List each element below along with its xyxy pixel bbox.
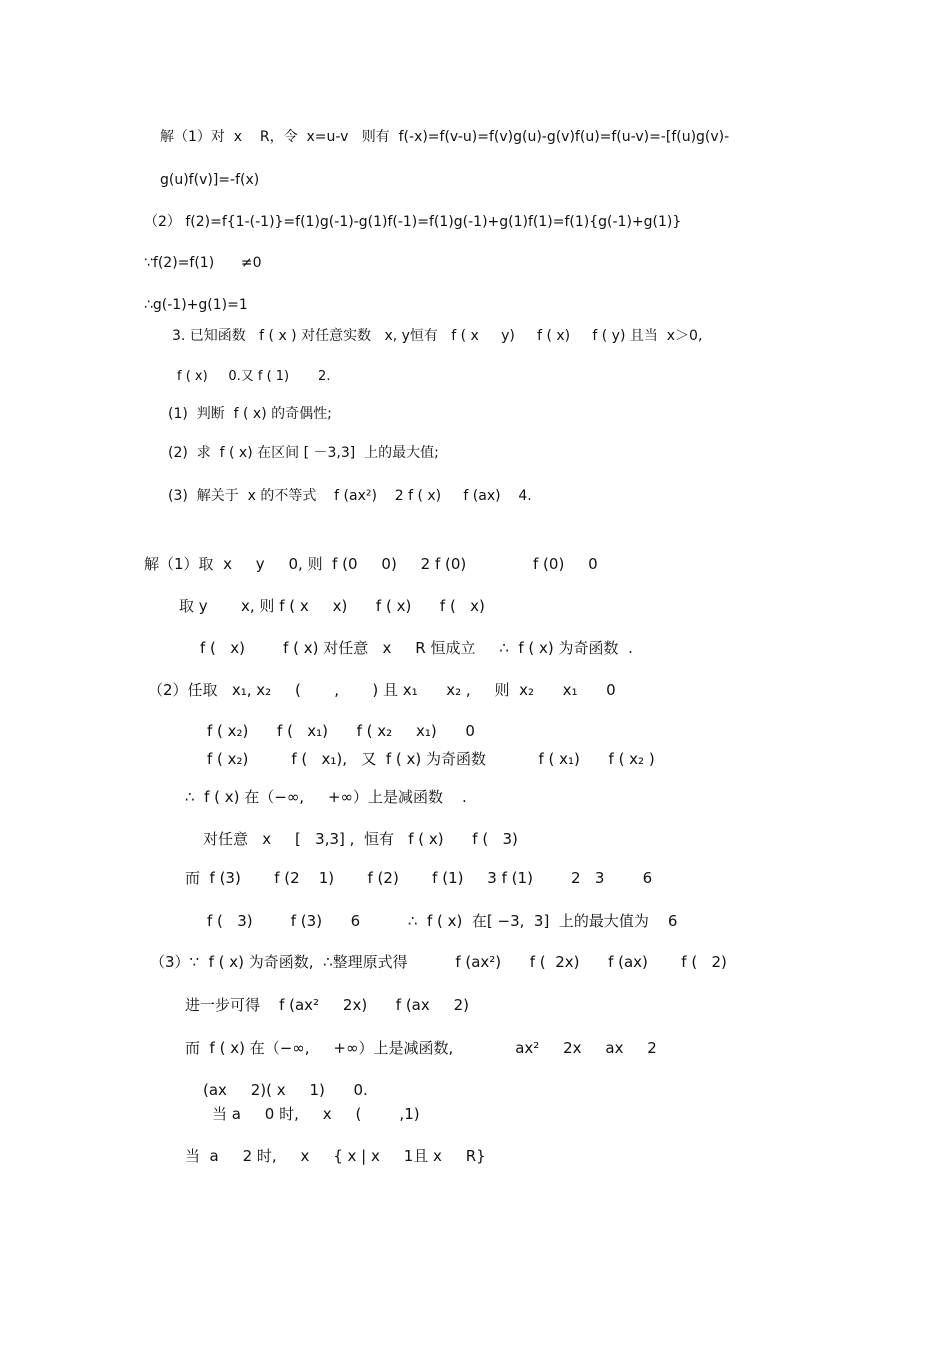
answer-2-line-4: ∴ f ( x) 在（−∞, +∞）上是减函数 . [185,788,467,806]
problem-3-part-2: (2) 求 f ( x) 在区间 [ －3,3] 上的最大值; [168,445,439,461]
problem-3-part-3: (3) 解关于 x 的不等式 f (ax²) 2 f ( x) f (ax) 4. [168,488,532,504]
answer-1-line-2: 取 y x, 则 f ( x x) f ( x) f ( x) [179,597,485,615]
answer-2-line-2: f ( x₂) f ( x₁) f ( x₂ x₁) 0 [207,722,475,740]
answer-3-line-5: 当 a 0 时, x ( ,1) [212,1105,420,1123]
problem-3-condition: f ( x) 0.又 f ( 1) 2. [177,369,331,384]
answer-3-line-1: （3）∵ f ( x) 为奇函数, ∴整理原式得 f (ax²) f ( 2x) f (ax) f ( 2) [150,953,727,971]
answer-2-line-1: （2）任取 x₁, x₂ ( , ) 且 x₁ x₂ , 则 x₂ x₁ 0 [148,681,616,699]
solution-2-line-1: （2） f(2)=f{1-(-1)}=f(1)g(-1)-g(1)f(-1)=f(1)g(-1)+g(1)f(1)=f(1){g(-1)+g(1)} [144,214,682,230]
solution-1-line-1: 解（1）对 x R，令 x=u-v 则有 f(-x)=f(v-u)=f(v)g(u)-g(v)f(u)=f(u-v)=-[f(u)g(v)- [160,129,730,145]
problem-3-statement: 3. 已知函数 f ( x ) 对任意实数 x, y恒有 f ( x y) f ( x) f ( y) 且当 x＞0, [172,328,703,344]
answer-2-line-6: 而 f (3) f (2 1) f (2) f (1) 3 f (1) 2 3 6 [185,869,653,887]
solution-1-line-2: g(u)f(v)]=-f(x) [160,172,260,188]
answer-3-line-2: 进一步可得 f (ax² 2x) f (ax 2) [185,996,469,1014]
answer-3-line-6: 当 a 2 时, x { x | x 1且 x R} [185,1147,486,1165]
solution-2-line-3: ∴g(-1)+g(1)=1 [144,297,248,313]
answer-3-line-3: 而 f ( x) 在（−∞, +∞）上是减函数, ax² 2x ax 2 [185,1039,657,1057]
answer-3-line-4: (ax 2)( x 1) 0. [203,1081,368,1099]
answer-1-line-3: f ( x) f ( x) 对任意 x R 恒成立 ∴ f ( x) 为奇函数 . [200,639,633,657]
answer-1-line-1: 解（1）取 x y 0, 则 f (0 0) 2 f (0) f (0) 0 [144,555,598,573]
problem-3-part-1: (1) 判断 f ( x) 的奇偶性; [168,406,332,422]
solution-2-line-2: ∵f(2)=f(1) ≠0 [144,255,262,271]
answer-2-line-3: f ( x₂) f ( x₁), 又 f ( x) 为奇函数 f ( x₁) f ( x₂ ) [207,750,655,768]
answer-2-line-7: f ( 3) f (3) 6 ∴ f ( x) 在[ −3, 3] 上的最大值为 6 [207,912,678,930]
answer-2-line-5: 对任意 x [ 3,3] , 恒有 f ( x) f ( 3) [203,830,518,848]
